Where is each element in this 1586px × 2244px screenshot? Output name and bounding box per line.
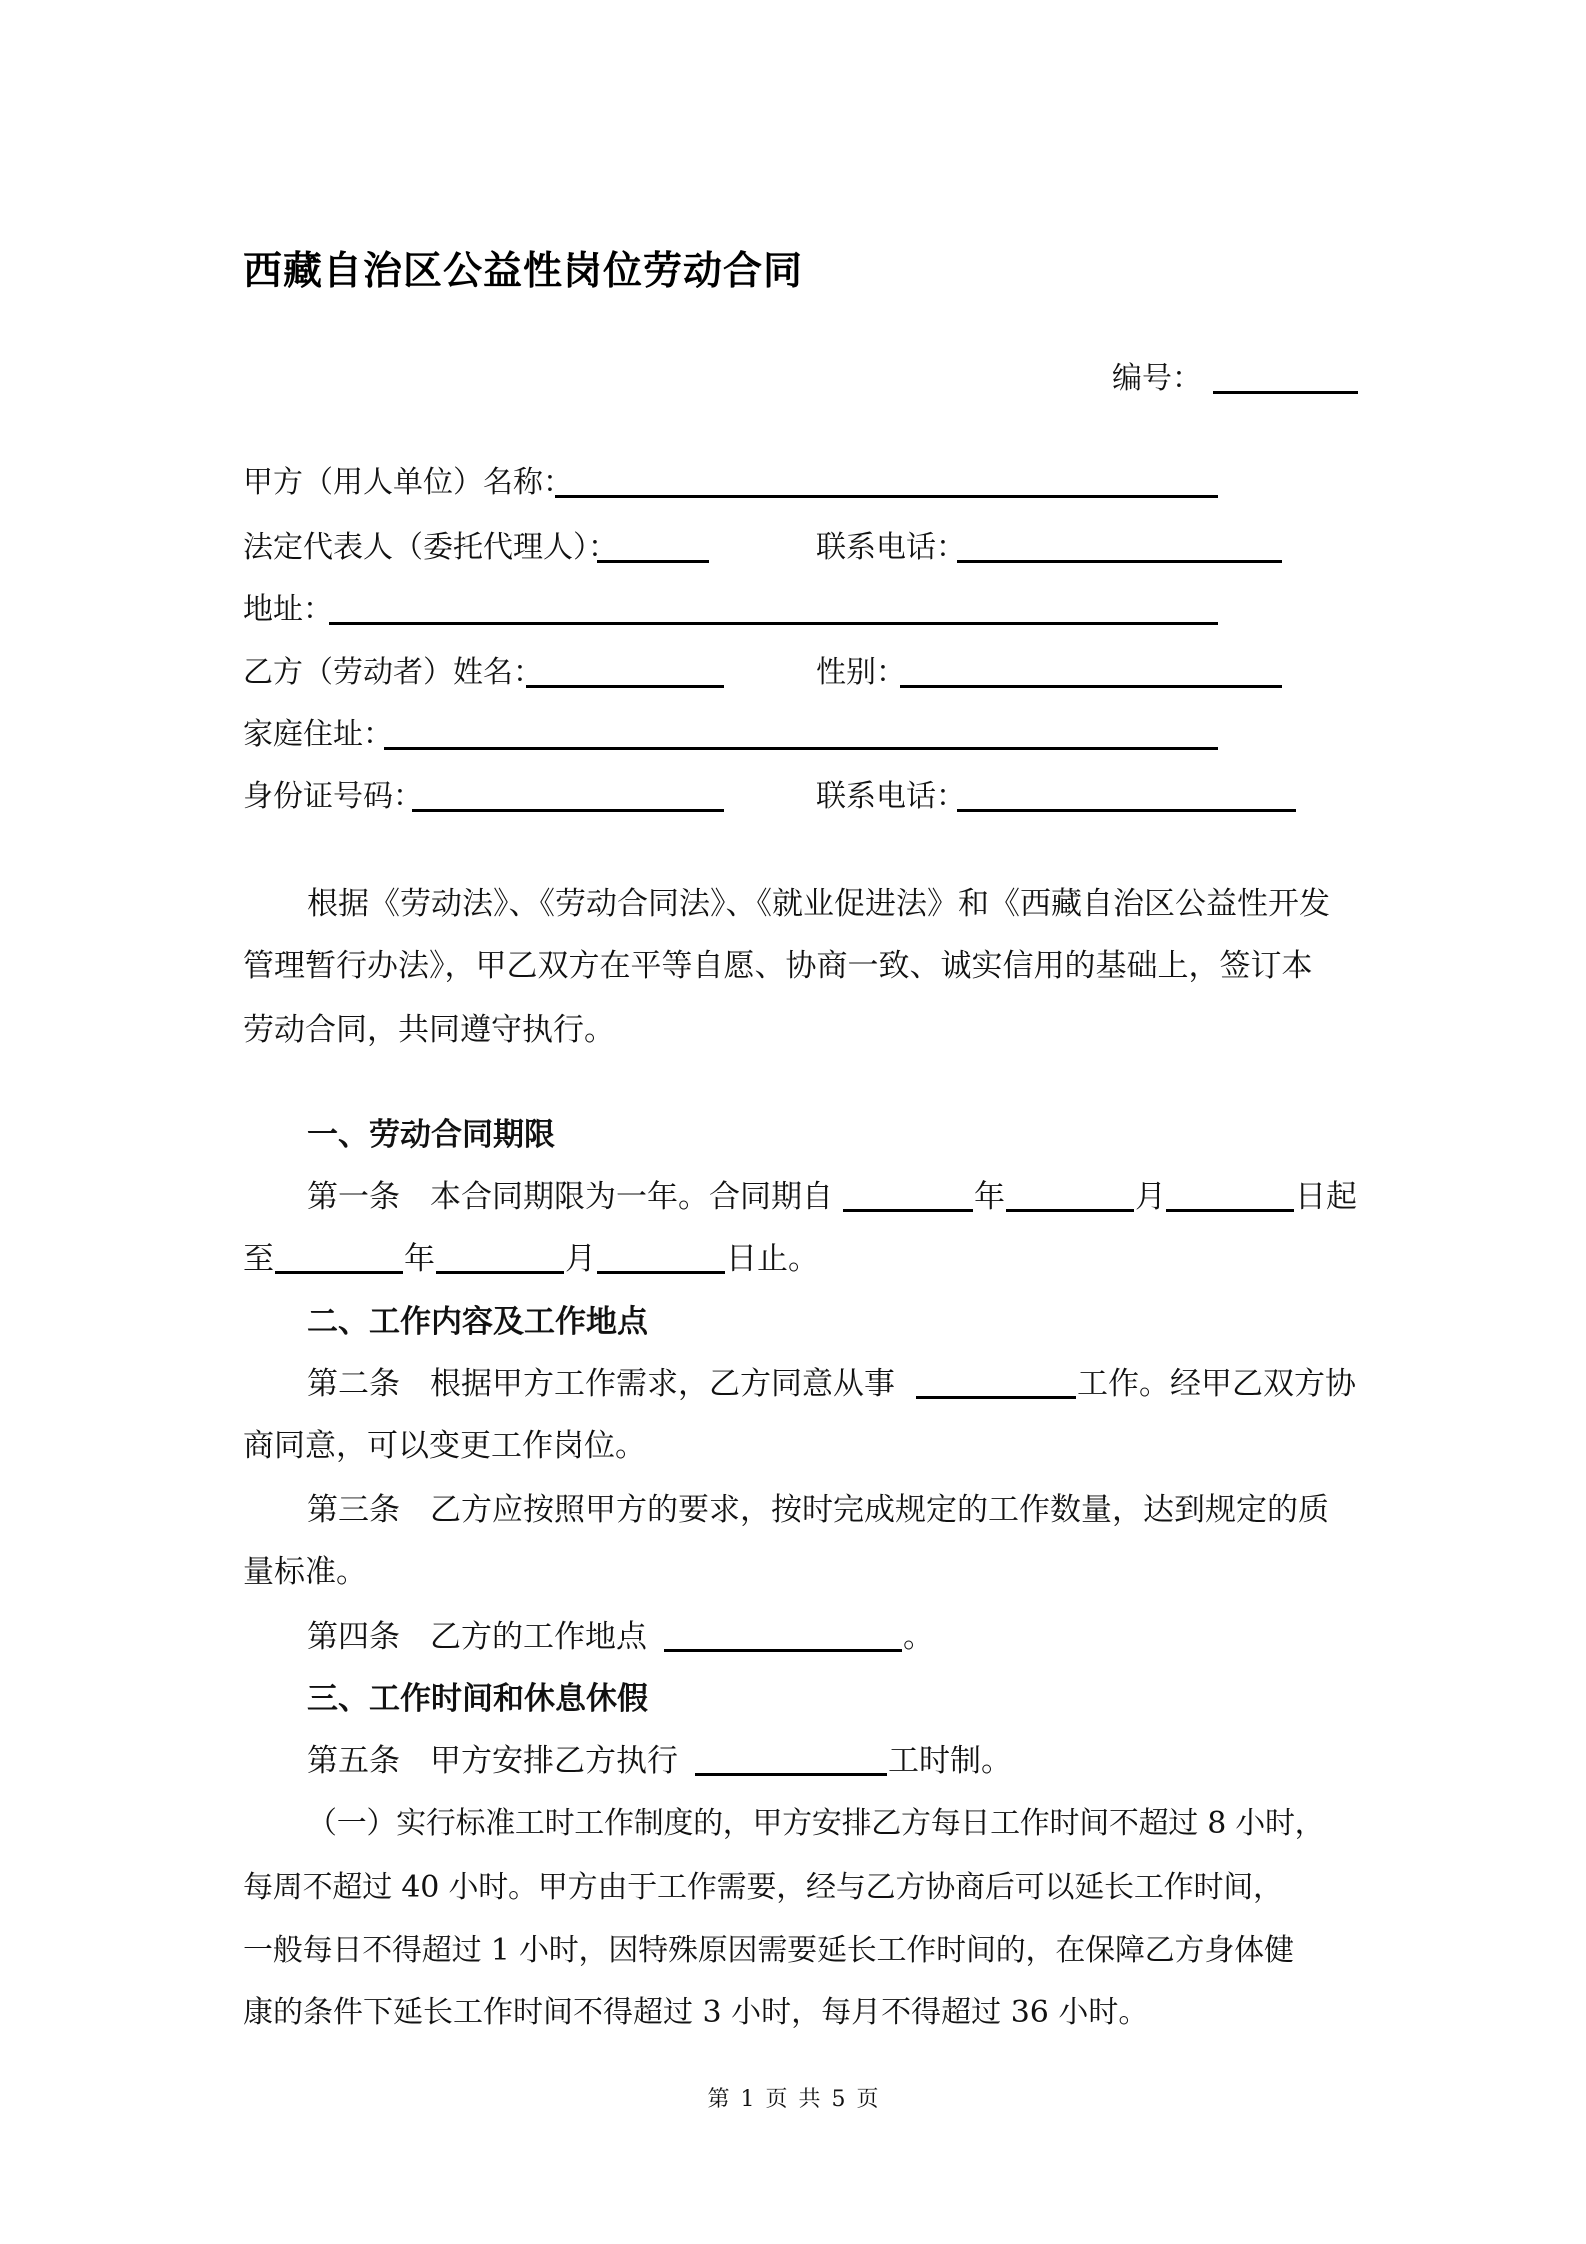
gender-label: 性别： (816, 655, 906, 690)
article-5-label: 第五条 (307, 1743, 400, 1779)
section-heading-1: 一、劳动合同期限 (307, 1117, 555, 1153)
paragraph-1-line-4: 康的条件下延长工作时间不得超过 3 小时，每月不得超过 36 小时。 (243, 1995, 1149, 2030)
number-field[interactable] (1213, 391, 1358, 394)
start-day-unit: 日起 (1295, 1179, 1357, 1215)
number-label: 编号： (1112, 361, 1202, 396)
section-heading-3: 三、工作时间和休息休假 (307, 1681, 648, 1717)
start-day-field[interactable] (1166, 1209, 1294, 1212)
article-2-after: 工作。经甲乙双方协 (1077, 1366, 1356, 1402)
section-heading-2: 二、工作内容及工作地点 (307, 1304, 648, 1340)
preamble-line-3: 劳动合同，共同遵守执行。 (243, 1012, 615, 1048)
job-field[interactable] (916, 1396, 1076, 1399)
home-address-field[interactable] (384, 747, 1218, 750)
article-3-line-2: 量标准。 (243, 1554, 367, 1590)
end-year-field[interactable] (275, 1271, 403, 1274)
preamble-line-1: 根据《劳动法》、《劳动合同法》、《就业促进法》和《西藏自治区公益性开发 (307, 886, 1330, 922)
work-hours-system-field[interactable] (695, 1773, 887, 1776)
article-3-text: 乙方应按照甲方的要求，按时完成规定的工作数量，达到规定的质 (430, 1492, 1329, 1528)
start-year-field[interactable] (843, 1209, 973, 1212)
end-day-unit: 日止。 (726, 1241, 819, 1277)
article-3-label: 第三条 (307, 1492, 400, 1528)
legal-rep-label: 法定代表人（委托代理人）： (243, 530, 618, 565)
phone-field-2[interactable] (957, 809, 1296, 812)
end-day-field[interactable] (597, 1271, 725, 1274)
employer-name-label: 甲方（用人单位）名称： (243, 465, 573, 500)
phone-field-1[interactable] (957, 560, 1282, 563)
article-2-text: 根据甲方工作需求，乙方同意从事 (430, 1366, 895, 1402)
legal-rep-field[interactable] (597, 560, 709, 563)
employee-name-label: 乙方（劳动者）姓名： (243, 655, 543, 690)
gender-field[interactable] (900, 685, 1282, 688)
article-1-text: 本合同期限为一年。合同期自 (430, 1179, 833, 1215)
article-4-end: 。 (903, 1619, 934, 1655)
article-5-text: 甲方安排乙方执行 (430, 1743, 678, 1779)
end-year-unit: 年 (404, 1241, 435, 1277)
start-year-unit: 年 (974, 1179, 1005, 1215)
paragraph-1-line-3: 一般每日不得超过 1 小时，因特殊原因需要延长工作时间的，在保障乙方身体健 (243, 1933, 1294, 1968)
address-field[interactable] (329, 622, 1218, 625)
article-2-line-2: 商同意，可以变更工作岗位。 (243, 1428, 646, 1464)
article-4-text: 乙方的工作地点 (430, 1619, 647, 1655)
article-4-label: 第四条 (307, 1619, 400, 1655)
article-2-label: 第二条 (307, 1366, 400, 1402)
phone-label-1: 联系电话： (816, 530, 966, 565)
article-3 (307, 1490, 1329, 1530)
end-month-unit: 月 (565, 1241, 596, 1277)
paragraph-1-line-2: 每周不超过 40 小时。甲方由于工作需要，经与乙方协商后可以延长工作时间， (243, 1870, 1283, 1905)
article-5-after: 工时制。 (888, 1743, 1012, 1779)
article-4 (307, 1617, 647, 1657)
preamble-line-2: 管理暂行办法》，甲乙双方在平等自愿、协商一致、诚实信用的基础上，签订本 (243, 948, 1313, 984)
article-5 (307, 1741, 678, 1781)
end-month-field[interactable] (436, 1271, 564, 1274)
document-title: 西藏自治区公益性岗位劳动合同 (243, 249, 804, 294)
address-label: 地址： (243, 592, 333, 627)
article-1 (307, 1177, 833, 1217)
start-month-field[interactable] (1006, 1209, 1134, 1212)
article-1-label: 第一条 (307, 1179, 400, 1215)
id-number-label: 身份证号码： (243, 779, 423, 814)
page-footer: 第 1 页 共 5 页 (707, 2087, 879, 2112)
end-to-label: 至 (243, 1241, 274, 1277)
work-location-field[interactable] (664, 1649, 902, 1652)
home-address-label: 家庭住址： (243, 717, 393, 752)
employer-name-field[interactable] (555, 495, 1218, 498)
article-2 (307, 1364, 895, 1404)
employee-name-field[interactable] (526, 685, 724, 688)
start-month-unit: 月 (1135, 1179, 1166, 1215)
phone-label-2: 联系电话： (816, 779, 966, 814)
paragraph-1-line-1: （一）实行标准工时工作制度的，甲方安排乙方每日工作时间不超过 8 小时， (307, 1806, 1325, 1841)
id-number-field[interactable] (412, 809, 724, 812)
